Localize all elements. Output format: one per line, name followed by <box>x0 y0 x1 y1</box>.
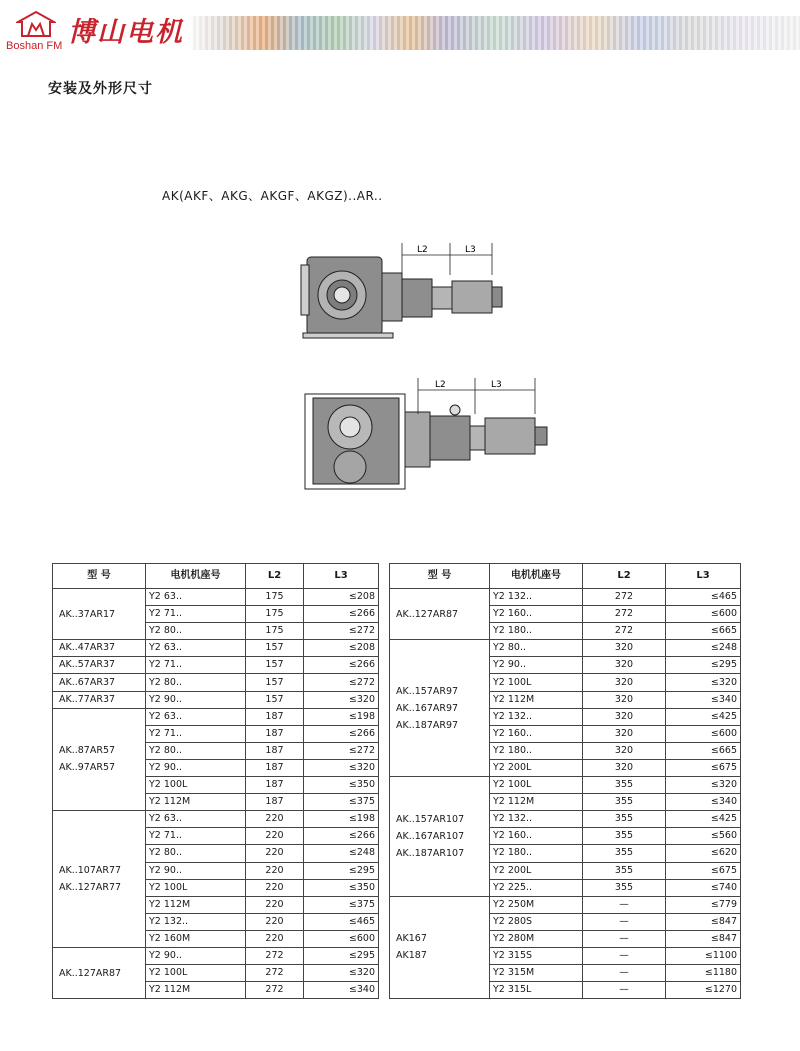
table-row <box>53 589 379 606</box>
table-row <box>53 947 379 964</box>
l3-label: L3 <box>491 380 502 390</box>
motor-frame-cell: Y2 71.. <box>146 725 246 742</box>
column-header: L3 <box>666 564 741 589</box>
l3-value-cell: ≤375 <box>304 794 379 811</box>
table-row <box>390 640 741 657</box>
motor-frame-cell: Y2 180.. <box>490 845 583 862</box>
l3-value-cell: ≤465 <box>666 589 741 606</box>
table-row <box>53 691 379 708</box>
l3-value-cell: ≤620 <box>666 845 741 862</box>
l2-value-cell: 355 <box>583 879 666 896</box>
company-logo <box>6 10 66 56</box>
l3-value-cell: ≤198 <box>304 708 379 725</box>
model-name: AK..127AR87 <box>59 967 122 979</box>
model-name: AK..167AR107 <box>396 830 465 842</box>
l2-value-cell: 272 <box>583 589 666 606</box>
motor-frame-cell: Y2 112M <box>490 691 583 708</box>
l2-value-cell: 272 <box>246 947 304 964</box>
l2-value-cell: 355 <box>583 777 666 794</box>
l2-value-cell: 355 <box>583 828 666 845</box>
l2-value-cell: 320 <box>583 725 666 742</box>
l2-label: L2 <box>417 245 428 255</box>
motor-frame-cell: Y2 90.. <box>146 691 246 708</box>
l3-value-cell: ≤266 <box>304 606 379 623</box>
l3-value-cell: ≤266 <box>304 725 379 742</box>
l2-value-cell: 272 <box>246 982 304 999</box>
motor-frame-cell: Y2 132.. <box>146 913 246 930</box>
table-header-row <box>390 564 741 589</box>
motor-frame-cell: Y2 112M <box>146 896 246 913</box>
motor-frame-cell: Y2 63.. <box>146 589 246 606</box>
motor-frame-cell: Y2 90.. <box>146 759 246 776</box>
l2-value-cell: 220 <box>246 862 304 879</box>
motor-frame-cell: Y2 71.. <box>146 828 246 845</box>
model-series-label: AK(AKF、AKG、AKGF、AKGZ)..AR.. <box>162 189 383 203</box>
gearmotor-drawing-top <box>295 235 515 345</box>
motor-frame-cell: Y2 63.. <box>146 708 246 725</box>
l2-value-cell: 320 <box>583 759 666 776</box>
l2-value-cell: 272 <box>246 965 304 982</box>
motor-frame-cell: Y2 112M <box>146 794 246 811</box>
l3-value-cell: ≤465 <box>304 913 379 930</box>
table-row <box>390 896 741 913</box>
table-row <box>390 777 741 794</box>
logo-text: Boshan FM <box>6 40 63 52</box>
l3-value-cell: ≤1270 <box>666 982 741 999</box>
model-name: AK..167AR97 <box>396 702 459 714</box>
l3-value-cell: ≤350 <box>304 777 379 794</box>
motor-frame-cell: Y2 315S <box>490 947 583 964</box>
model-group-cell <box>390 896 490 999</box>
model-name: AK167 <box>396 933 427 945</box>
l3-value-cell: ≤847 <box>666 930 741 947</box>
l2-value-cell: 220 <box>246 879 304 896</box>
motor-frame-cell: Y2 80.. <box>146 623 246 640</box>
l3-value-cell: ≤320 <box>304 691 379 708</box>
l3-value-cell: ≤295 <box>304 862 379 879</box>
model-group-cell <box>53 589 146 640</box>
l3-value-cell: ≤198 <box>304 811 379 828</box>
l2-value-cell: 355 <box>583 794 666 811</box>
column-header: 型 号 <box>53 564 146 589</box>
model-name: AK187 <box>396 950 427 962</box>
l3-value-cell: ≤266 <box>304 828 379 845</box>
motor-frame-cell: Y2 160M <box>146 930 246 947</box>
motor-frame-cell: Y2 100L <box>490 674 583 691</box>
l2-value-cell: 272 <box>583 606 666 623</box>
gearmotor-drawing-bottom <box>295 372 555 497</box>
l3-value-cell: ≤779 <box>666 896 741 913</box>
l3-value-cell: ≤295 <box>304 947 379 964</box>
motor-frame-cell: Y2 100L <box>146 777 246 794</box>
l2-value-cell: — <box>583 913 666 930</box>
motor-frame-cell: Y2 315L <box>490 982 583 999</box>
column-header: L2 <box>583 564 666 589</box>
motor-frame-cell: Y2 80.. <box>146 742 246 759</box>
table-row <box>53 811 379 828</box>
motor-frame-cell: Y2 132.. <box>490 811 583 828</box>
l3-value-cell: ≤425 <box>666 811 741 828</box>
column-header: L3 <box>304 564 379 589</box>
l3-value-cell: ≤600 <box>304 930 379 947</box>
l3-value-cell: ≤425 <box>666 708 741 725</box>
l2-value-cell: 220 <box>246 896 304 913</box>
dimension-table-left <box>52 563 379 999</box>
l3-value-cell: ≤675 <box>666 759 741 776</box>
l2-value-cell: 187 <box>246 742 304 759</box>
l3-value-cell: ≤272 <box>304 674 379 691</box>
l3-value-cell: ≤340 <box>666 794 741 811</box>
motor-frame-cell: Y2 180.. <box>490 623 583 640</box>
motor-frame-cell: Y2 63.. <box>146 640 246 657</box>
model-name: AK..127AR77 <box>59 882 122 894</box>
l2-value-cell: 187 <box>246 708 304 725</box>
l3-value-cell: ≤350 <box>304 879 379 896</box>
l2-value-cell: 187 <box>246 777 304 794</box>
motor-frame-cell: Y2 280S <box>490 913 583 930</box>
motor-frame-cell: Y2 71.. <box>146 606 246 623</box>
model-group-cell <box>53 811 146 948</box>
l2-value-cell: — <box>583 896 666 913</box>
l3-value-cell: ≤847 <box>666 913 741 930</box>
model-name: AK..107AR77 <box>59 865 122 877</box>
motor-frame-cell: Y2 100L <box>490 777 583 794</box>
l3-value-cell: ≤1180 <box>666 965 741 982</box>
motor-frame-cell: Y2 132.. <box>490 589 583 606</box>
motor-frame-cell: Y2 100L <box>146 965 246 982</box>
section-title: 安装及外形尺寸 <box>48 81 153 97</box>
model-group-cell <box>53 708 146 811</box>
l2-value-cell: 157 <box>246 657 304 674</box>
l3-value-cell: ≤320 <box>304 759 379 776</box>
model-name: AK..97AR57 <box>59 762 116 774</box>
model-name: AK..157AR97 <box>396 685 459 697</box>
logo-house-icon <box>16 10 56 38</box>
l3-value-cell: ≤1100 <box>666 947 741 964</box>
motor-frame-cell: Y2 112M <box>490 794 583 811</box>
model-name: AK..157AR107 <box>396 813 465 825</box>
l2-value-cell: 320 <box>583 742 666 759</box>
l3-value-cell: ≤320 <box>666 777 741 794</box>
motor-frame-cell: Y2 90.. <box>146 862 246 879</box>
l3-value-cell: ≤295 <box>666 657 741 674</box>
l3-value-cell: ≤340 <box>304 982 379 999</box>
l3-value-cell: ≤665 <box>666 623 741 640</box>
l3-value-cell: ≤320 <box>304 965 379 982</box>
column-header: 电机机座号 <box>146 564 246 589</box>
motor-frame-cell: Y2 80.. <box>146 845 246 862</box>
l2-value-cell: 220 <box>246 930 304 947</box>
l3-value-cell: ≤665 <box>666 742 741 759</box>
l3-label: L3 <box>465 245 476 255</box>
motor-frame-cell: Y2 112M <box>146 982 246 999</box>
l2-value-cell: 355 <box>583 862 666 879</box>
model-name-cell: AK..47AR37 <box>53 640 146 657</box>
l2-value-cell: 320 <box>583 674 666 691</box>
l3-value-cell: ≤208 <box>304 589 379 606</box>
l3-value-cell: ≤248 <box>666 640 741 657</box>
motor-frame-cell: Y2 100L <box>146 879 246 896</box>
column-header: L2 <box>246 564 304 589</box>
model-group-cell <box>53 947 146 998</box>
l2-value-cell: 175 <box>246 589 304 606</box>
l3-value-cell: ≤248 <box>304 845 379 862</box>
l3-value-cell: ≤600 <box>666 725 741 742</box>
l2-value-cell: 355 <box>583 845 666 862</box>
l2-value-cell: — <box>583 930 666 947</box>
motor-frame-cell: Y2 250M <box>490 896 583 913</box>
l3-value-cell: ≤375 <box>304 896 379 913</box>
l3-value-cell: ≤266 <box>304 657 379 674</box>
model-name: AK..37AR17 <box>59 608 116 620</box>
l2-value-cell: 175 <box>246 623 304 640</box>
brand-name: 博山电机 <box>68 17 184 48</box>
table-header-row <box>53 564 379 589</box>
motor-frame-cell: Y2 160.. <box>490 606 583 623</box>
column-header: 型 号 <box>390 564 490 589</box>
table-row <box>53 657 379 674</box>
l3-value-cell: ≤272 <box>304 623 379 640</box>
l2-value-cell: 320 <box>583 691 666 708</box>
motor-frame-cell: Y2 63.. <box>146 811 246 828</box>
model-name-cell: AK..77AR37 <box>53 691 146 708</box>
l2-value-cell: 157 <box>246 691 304 708</box>
l2-value-cell: 157 <box>246 674 304 691</box>
l3-value-cell: ≤740 <box>666 879 741 896</box>
motor-frame-cell: Y2 280M <box>490 930 583 947</box>
motor-frame-cell: Y2 225.. <box>490 879 583 896</box>
l2-value-cell: 187 <box>246 759 304 776</box>
motor-frame-cell: Y2 160.. <box>490 725 583 742</box>
l3-value-cell: ≤340 <box>666 691 741 708</box>
l2-value-cell: 187 <box>246 794 304 811</box>
l2-value-cell: — <box>583 982 666 999</box>
motor-frame-cell: Y2 90.. <box>490 657 583 674</box>
l2-value-cell: 220 <box>246 913 304 930</box>
l2-label: L2 <box>435 380 446 390</box>
table-row <box>53 640 379 657</box>
model-group-cell <box>390 640 490 777</box>
l2-value-cell: — <box>583 965 666 982</box>
motor-frame-cell: Y2 200L <box>490 759 583 776</box>
l3-value-cell: ≤272 <box>304 742 379 759</box>
motor-frame-cell: Y2 90.. <box>146 947 246 964</box>
motor-frame-cell: Y2 132.. <box>490 708 583 725</box>
motor-frame-cell: Y2 200L <box>490 862 583 879</box>
l3-value-cell: ≤600 <box>666 606 741 623</box>
motor-frame-cell: Y2 180.. <box>490 742 583 759</box>
table-row <box>53 708 379 725</box>
l2-value-cell: — <box>583 947 666 964</box>
l3-value-cell: ≤675 <box>666 862 741 879</box>
table-row <box>53 674 379 691</box>
model-name: AK..187AR97 <box>396 719 459 731</box>
model-name-cell: AK..67AR37 <box>53 674 146 691</box>
dimension-table-right <box>389 563 741 999</box>
header-gradient-band <box>190 16 800 50</box>
table-row <box>390 589 741 606</box>
l2-value-cell: 320 <box>583 657 666 674</box>
motor-frame-cell: Y2 71.. <box>146 657 246 674</box>
l2-value-cell: 355 <box>583 811 666 828</box>
page-header <box>0 0 800 62</box>
motor-frame-cell: Y2 80.. <box>146 674 246 691</box>
model-group-cell <box>390 777 490 897</box>
l2-value-cell: 187 <box>246 725 304 742</box>
motor-frame-cell: Y2 160.. <box>490 828 583 845</box>
l3-value-cell: ≤320 <box>666 674 741 691</box>
motor-frame-cell: Y2 80.. <box>490 640 583 657</box>
l2-value-cell: 220 <box>246 845 304 862</box>
l2-value-cell: 220 <box>246 828 304 845</box>
l2-value-cell: 320 <box>583 708 666 725</box>
l3-value-cell: ≤560 <box>666 828 741 845</box>
l3-value-cell: ≤208 <box>304 640 379 657</box>
l2-value-cell: 220 <box>246 811 304 828</box>
l2-value-cell: 157 <box>246 640 304 657</box>
model-name: AK..87AR57 <box>59 745 116 757</box>
model-name-cell: AK..57AR37 <box>53 657 146 674</box>
motor-frame-cell: Y2 315M <box>490 965 583 982</box>
model-group-cell <box>390 589 490 640</box>
column-header: 电机机座号 <box>490 564 583 589</box>
l2-value-cell: 320 <box>583 640 666 657</box>
l2-value-cell: 175 <box>246 606 304 623</box>
l2-value-cell: 272 <box>583 623 666 640</box>
model-name: AK..127AR87 <box>396 608 459 620</box>
model-name: AK..187AR107 <box>396 847 465 859</box>
